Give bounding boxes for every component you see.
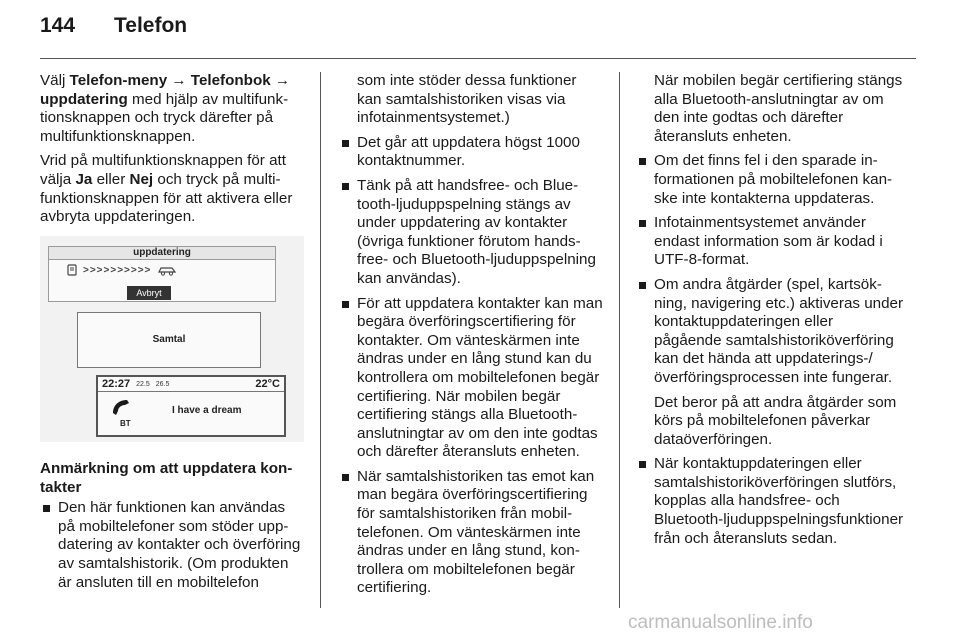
list-item: Om andra åtgärder (spel, kartsökning, navigering etc.) aktiveras under kontaktuppdateringen eller pågående samtalshistoriköverföring kan det hända att uppdaterings-/överföringsprocessen inte fungerar. Det beror på att andra åtgärder som körs på mobiltelefonen påverkar dataöverföringen. [636,276,904,449]
list-item: För att uppdatera kontakter kan man begära överföringscertifiering för kontakter. Om vänteskärmen inte ändras under en lång stund kan du kontrollera om mobiltelefonen begär certifiering. När mobilen begär certifiering stängs alla Bluetooth-anslutningtar av om den inte godtas och därefter återansluts enheten. [339,295,603,462]
option-ja: Ja [75,170,93,188]
instruction-paragraph-1: Välj Telefon-meny → Telefonbok → uppdatering med hjälp av multifunktionsknappen och tryck därefter på multifunktionsknappen. [40,72,291,145]
list-item: Tänk på att handsfree- och Bluetooth-ljuduppspelning stängs av under uppdatering av kontakter (övriga funktioner förutom handsfree- och Bluetooth-ljuduppspelning kan användas). [339,177,603,289]
list-item: Om det finns fel i den sparade informationen på mobiltelefonen kanske inte kontakterna uppdateras. [636,152,904,208]
car-icon [157,264,177,276]
temp-right: 26.5 [155,380,170,388]
note-block [40,460,304,598]
bullet-list [636,152,904,548]
display-illustration [40,236,304,442]
bluetooth-label: BT [120,419,131,428]
page-title: Telefon [114,14,188,37]
update-screen-title: uppdatering [49,247,275,260]
continued-text: När mobilen begär certifiering stängs alla Bluetooth-anslutningtar av om den inte godtas och därefter återansluts enheten. [654,72,903,145]
outside-temp: 22°C [255,378,280,390]
list-item: När samtalshistoriken tas emot kan man begära överföringscertifiering för samtalshistoriken från mobiltelefonen. Om vänteskärmen inte ändras under en lång stund, kontrollera om mobiltelefonen begär certifiering. [339,468,603,598]
note-heading: Anmärkning om att uppdatera kontakter [40,460,293,496]
home-screen [96,375,286,437]
page-header [40,14,187,50]
transfer-progress-row [67,264,177,276]
transfer-arrows: >>>>>>>>>> [83,264,152,276]
column-3 [636,72,904,554]
column-divider-1 [320,72,321,608]
page-number: 144 [40,14,76,37]
call-screen-label: Samtal [152,334,186,345]
update-screen [48,246,276,302]
watermark: carmanualsonline.info [628,612,813,633]
call-screen [77,312,261,368]
instruction-paragraph-2: Vrid på multifunktionsknappen för att välja Ja eller Nej och tryck på multifunktionsknappen för att aktivera eller avbryta uppdateringen. [40,152,293,226]
list-item: När kontaktuppdateringen eller samtalshistoriköverföringen slutförs, kopplas alla handsfree- och Bluetooth-ljuduppspelningsfunktioner från och återansluts sedan. [636,455,904,548]
menu-path-uppdatering: uppdatering [40,90,128,108]
list-item-extra: Det beror på att andra åtgärder som körs på mobiltelefonen påverkar dataöverföringen. [654,393,897,448]
column-2 [339,72,603,604]
track-title: I have a dream [172,405,242,416]
list-item: Infotainmentsystemet använder endast information som är kodad i UTF-8-format. [636,214,904,270]
menu-path-telefon-meny: Telefon-meny [69,72,168,89]
phone-handset-icon [110,397,132,417]
continued-text: som inte stöder dessa funktioner kan samtalshistoriken visas via infotainmentsystemet.) [357,72,577,127]
header-divider [40,58,916,59]
bullet-list [339,134,603,598]
menu-path-telefonbok: Telefonbok [190,72,271,89]
note-list [40,499,304,592]
column-1 [40,72,304,233]
option-nej: Nej [129,170,154,188]
cancel-button: Avbryt [127,286,171,300]
phone-small-icon [67,264,77,276]
list-item: Det går att uppdatera högst 1000 kontaktnummer. [339,134,603,171]
temp-left: 22.5 [136,380,150,388]
clock: 22:27 [102,378,131,390]
column-divider-2 [619,72,620,608]
status-bar [98,377,284,392]
list-item: Den här funktionen kan användas på mobiltelefoner som stöder uppdatering av kontakter och överföring av samtalshistorik. (Om produkten är ansluten till en mobiltelefon [40,499,304,592]
